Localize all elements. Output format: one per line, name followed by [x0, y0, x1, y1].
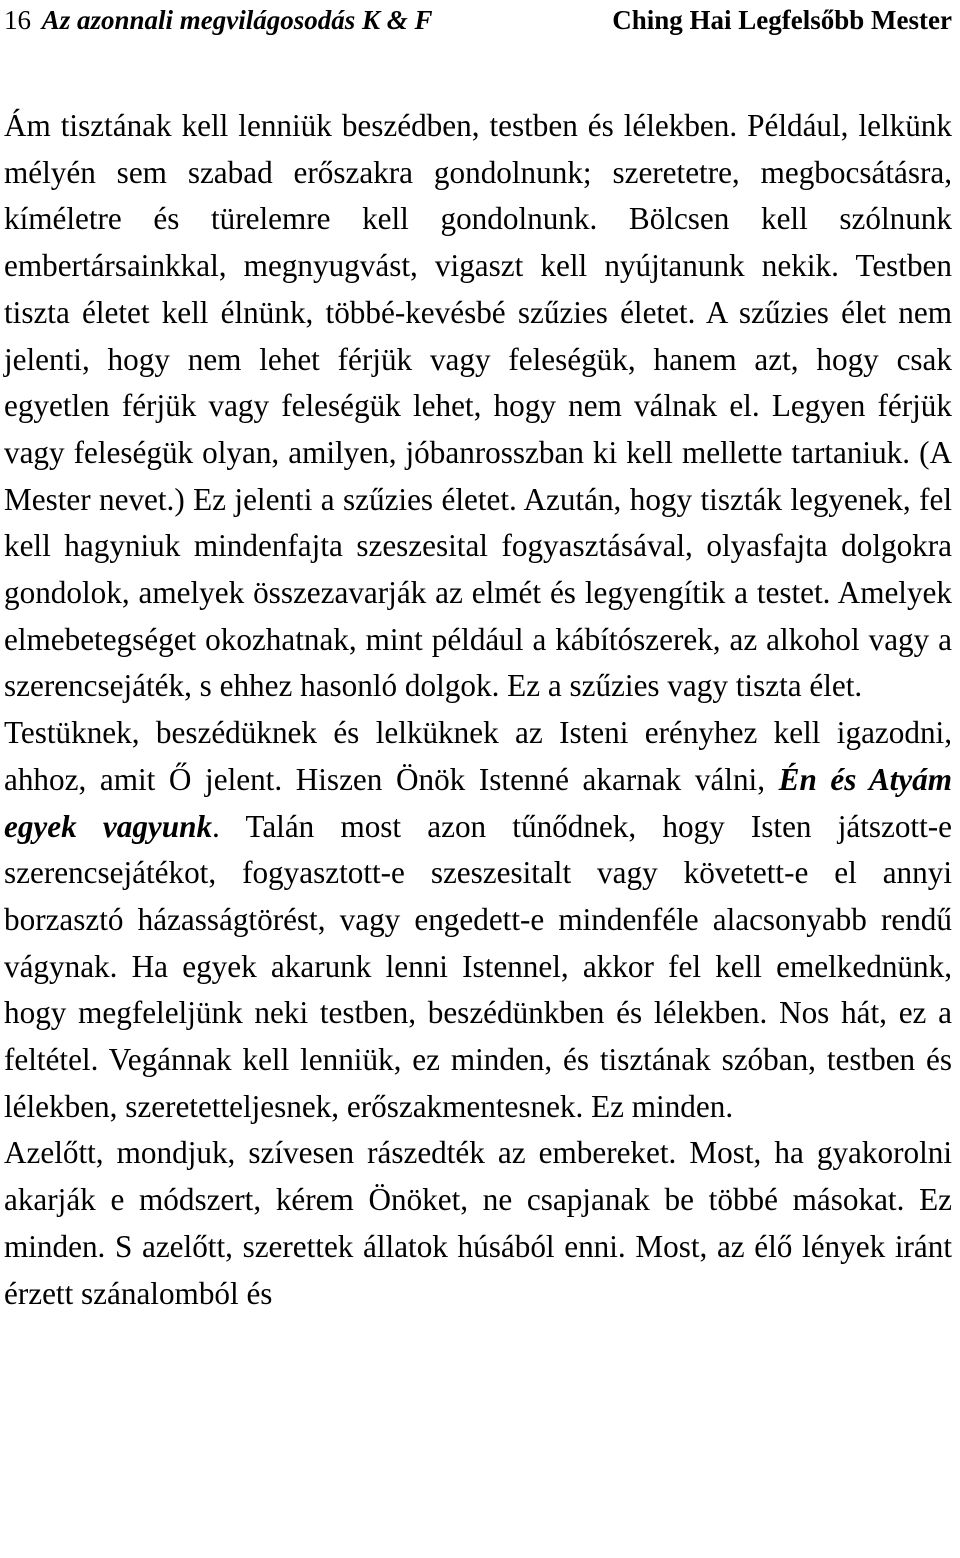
paragraph-1: Ám tisztának kell lenniük beszédben, testben és lélekben. Például, lelkünk mélyén sem szabad erőszakra gondolnunk; szeretetre, megbocsátásra, kíméletre és türelemre kell gondolnunk. Bölcsen kell szólnunk embertársainkkal, megnyugvást, vigaszt kell nyújtanunk nekik. Testben tiszta életet kell élnünk, többé-kevésbé szűzies életet. A szűzies élet nem jelenti, hogy nem lehet férjük vagy feleségük, hanem azt, hogy csak egyetlen férjük vagy feleségük lehet, hogy nem válnak el. Legyen férjük vagy feleségük olyan, amilyen, jóbanrosszban ki kell mellette tartaniuk. (A Mester nevet.) Ez jelenti a szűzies életet. Azután, hogy tiszták legyenek, fel kell hagyniuk mindenfajta szeszesital fogyasztásával, olyasfajta dolgokra gondolok, amelyek összezavarják az elmét és legyengítik a testet. Amelyek elmebetegséget okozhatnak, mint például a kábítószerek, az alkohol vagy a szerencsejáték, s ehhez hasonló dolgok. Ez a szűzies vagy tiszta élet.: [4, 108, 952, 704]
paragraph-2-text-after: . Talán most azon tűnődnek, hogy Isten játszott-e szerencsejátékot, fogyasztott-e szeszesitalt vagy követett-e el annyi borzasztó házasságtörést, vagy engedett-e mindenféle alacsonyabb rendű vágynak. Ha egyek akarunk lenni Istennel, akkor fel kell emelkednünk, hogy megfeleljünk neki testben, beszédünkben és lélekben. Nos hát, ez a feltétel. Vegánnak kell lenniük, ez minden, és tisztának szóban, testben és lélekben, szeretetteljesnek, erőszakmentesnek. Ez minden.: [4, 808, 952, 1124]
body-text: [4, 103, 952, 1317]
running-author: Ching Hai Legfelsőbb Mester: [612, 5, 952, 35]
running-title: Az azonnali megvilágosodás K & F: [41, 5, 433, 35]
paragraph-2: [4, 710, 952, 1130]
page-number: 16: [4, 5, 31, 35]
emphasis-quote: Én és Atyám egyek vagyunk: [4, 761, 952, 844]
paragraph-3: Azelőtt, mondjuk, szívesen rászedték az embereket. Most, ha gyakorolni akarják e módszert, kérem Önöket, ne csapjanak be többé másokat. Ez minden. S azelőtt, szerettek állatok húsából enni. Most, az élő lények iránt érzett szánalomból és: [4, 1135, 952, 1311]
paragraph-2-text-before: Testüknek, beszédüknek és lelküknek az Isteni erényhez kell igazodni, ahhoz, amit Ő jelent. Hiszen Önök Istenné akarnak válni,: [4, 715, 952, 797]
page-header: [4, 2, 954, 38]
